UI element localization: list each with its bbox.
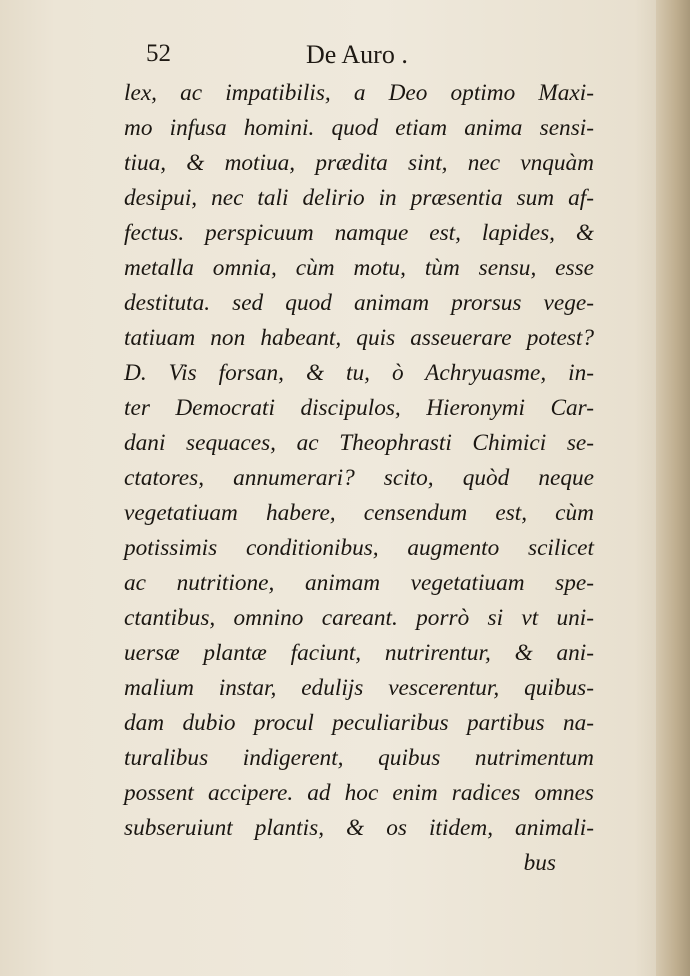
text-line: ctatores, annumerari? scito, quòd neque bbox=[124, 465, 594, 491]
text-line: destituta. sed quod animam prorsus vege- bbox=[124, 290, 594, 316]
text-line: metalla omnia, cùm motu, tùm sensu, esse bbox=[124, 255, 594, 281]
text-line: fectus. perspicuum namque est, lapides, & bbox=[124, 220, 594, 246]
text-line: potissimis conditionibus, augmento scilicet bbox=[124, 535, 594, 561]
text-line: tiua, & motiua, prædita sint, nec vnquàm bbox=[124, 150, 594, 176]
body-text bbox=[124, 76, 594, 881]
page-number: 52 bbox=[146, 40, 171, 67]
text-line: ctantibus, omnino careant. porrò si vt uni- bbox=[124, 605, 594, 631]
text-line: dam dubio procul peculiaribus partibus na- bbox=[124, 710, 594, 736]
text-line: mo infusa homini. quod etiam anima sensi- bbox=[124, 115, 594, 141]
text-line: subseruiunt plantis, & os itidem, animali- bbox=[124, 815, 594, 841]
text-line: D. Vis forsan, & tu, ò Achryuasme, in- bbox=[124, 360, 594, 386]
catchword: bus bbox=[523, 850, 556, 876]
text-line: turalibus indigerent, quibus nutrimentum bbox=[124, 745, 594, 771]
text-line: tatiuam non habeant, quis asseuerare potest? bbox=[124, 325, 594, 351]
running-title: De Auro . bbox=[306, 40, 408, 69]
text-line: dani sequaces, ac Theophrasti Chimici se- bbox=[124, 430, 594, 456]
text-line: malium instar, edulijs vescerentur, quibus- bbox=[124, 675, 594, 701]
text-line: ter Democrati discipulos, Hieronymi Car- bbox=[124, 395, 594, 421]
page-header bbox=[0, 40, 690, 74]
text-line: possent accipere. ad hoc enim radices omnes bbox=[124, 780, 594, 806]
text-line: desipui, nec tali delirio in præsentia sum af- bbox=[124, 185, 594, 211]
page-edge bbox=[656, 0, 690, 976]
text-line: vegetatiuam habere, censendum est, cùm bbox=[124, 500, 594, 526]
text-line: ac nutritione, animam vegetatiuam spe- bbox=[124, 570, 594, 596]
text-line: uersæ plantæ faciunt, nutrirentur, & ani- bbox=[124, 640, 594, 666]
text-line: lex, ac impatibilis, a Deo optimo Maxi- bbox=[124, 80, 594, 106]
